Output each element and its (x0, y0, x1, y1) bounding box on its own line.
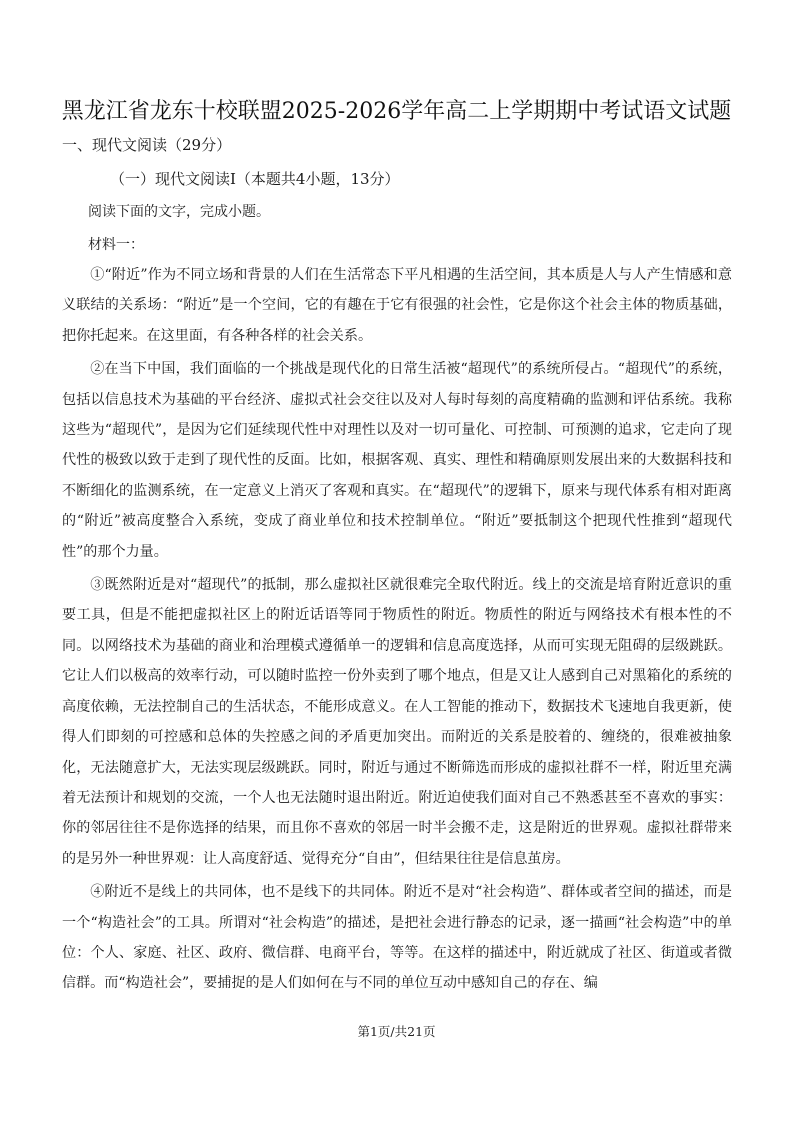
passage-body (62, 260, 732, 1002)
subsection-heading: （一）现代文阅读Ⅰ（本题共4小题，13分） (110, 170, 400, 188)
section-heading: 一、现代文阅读（29分） (62, 136, 232, 154)
page-footer: 第1页/共21页 (357, 1024, 436, 1039)
passage-paragraph-2: ②在当下中国，我们面临的一个挑战是现代化的日常生活被“超现代”的系统所侵占。“超现代”的系统，包括以信息技术为基础的平台经济、虚拟式社会交往以及对人每时每刻的高度精确的监测和评估系统。我称这些为“超现代”，是因为它们延续现代性中对理性以及对一切可量化、可控制、可预测的追求，它走向了现代性的极致以致于走到了现代性的反面。比如，根据客观、真实、理性和精确原则发展出来的大数据科技和不断细化的监测系统，在一定意义上消灭了客观和真实。在“超现代”的逻辑下，原来与现代体系有相对距离的“附近”被高度整合入系统，变成了商业单位和技术控制单位。“附近”要抵制这个把现代性推到“超现代性”的那个力量。 (62, 361, 732, 560)
passage-paragraph-3: ③既然附近是对“超现代”的抵制，那么虚拟社区就很难完全取代附近。线上的交流是培育附近意识的重要工具，但是不能把虚拟社区上的附近话语等同于物质性的附近。物质性的附近与网络技术有根本性的不同。以网络技术为基础的商业和治理模式遵循单一的逻辑和信息高度选择，从而可实现无阻碍的层级跳跃。它让人们以极高的效率行动，可以随时监控一份外卖到了哪个地点，但是又让人感到自己对黑箱化的系统的高度依赖，无法控制自己的生活状态，不能形成意义。在人工智能的推动下，数据技术飞速地自我更新，使得人们即刻的可控感和总体的失控感之间的矛盾更加突出。而附近的关系是胶着的、缠绕的，很难被抽象化，无法随意扩大，无法实现层级跳跃。同时，附近与通过不断筛选而形成的虚拟社群不一样，附近里充满着无法预计和规划的交流，一个人也无法随时退出附近。附近迫使我们面对自己不熟悉甚至不喜欢的事实：你的邻居往往不是你选择的结果，而且你不喜欢的邻居一时半会搬不走，这是附近的世界观。虚拟社群带来的是另外一种世界观：让人高度舒适、觉得充分“自由”，但结果往往是信息茧房。 (62, 577, 732, 867)
document-title: 黑龙江省龙东十校联盟2025-2026学年高二上学期期中考试语文试题 (61, 99, 732, 124)
passage-paragraph-1: ①“附近”作为不同立场和背景的人们在生活常态下平凡相遇的生活空间，其本质是人与人产生情感和意义联结的关系场：“附近”是一个空间，它的有趣在于它有很强的社会性，它是你这个社会主体的物质基础，把你托起来。在这里面，有各种各样的社会关系。 (62, 267, 732, 344)
reading-instruction: 阅读下面的文字，完成小题。 (88, 204, 270, 220)
passage-paragraph-4: ④附近不是线上的共同体，也不是线下的共同体。附近不是对“社会构造”、群体或者空间的描述，而是一个“构造社会”的工具。所谓对“社会构造”的描述，是把社会进行静态的记录，逐一描画“社会构造”中的单位：个人、家庭、社区、政府、微信群、电商平台，等等。在这样的描述中，附近就成了社区、街道或者微信群。而“构造社会”，要捕捉的是人们如何在与不同的单位互动中感知自己的存在、编 (62, 884, 732, 992)
material-label: 材料一： (88, 237, 144, 253)
